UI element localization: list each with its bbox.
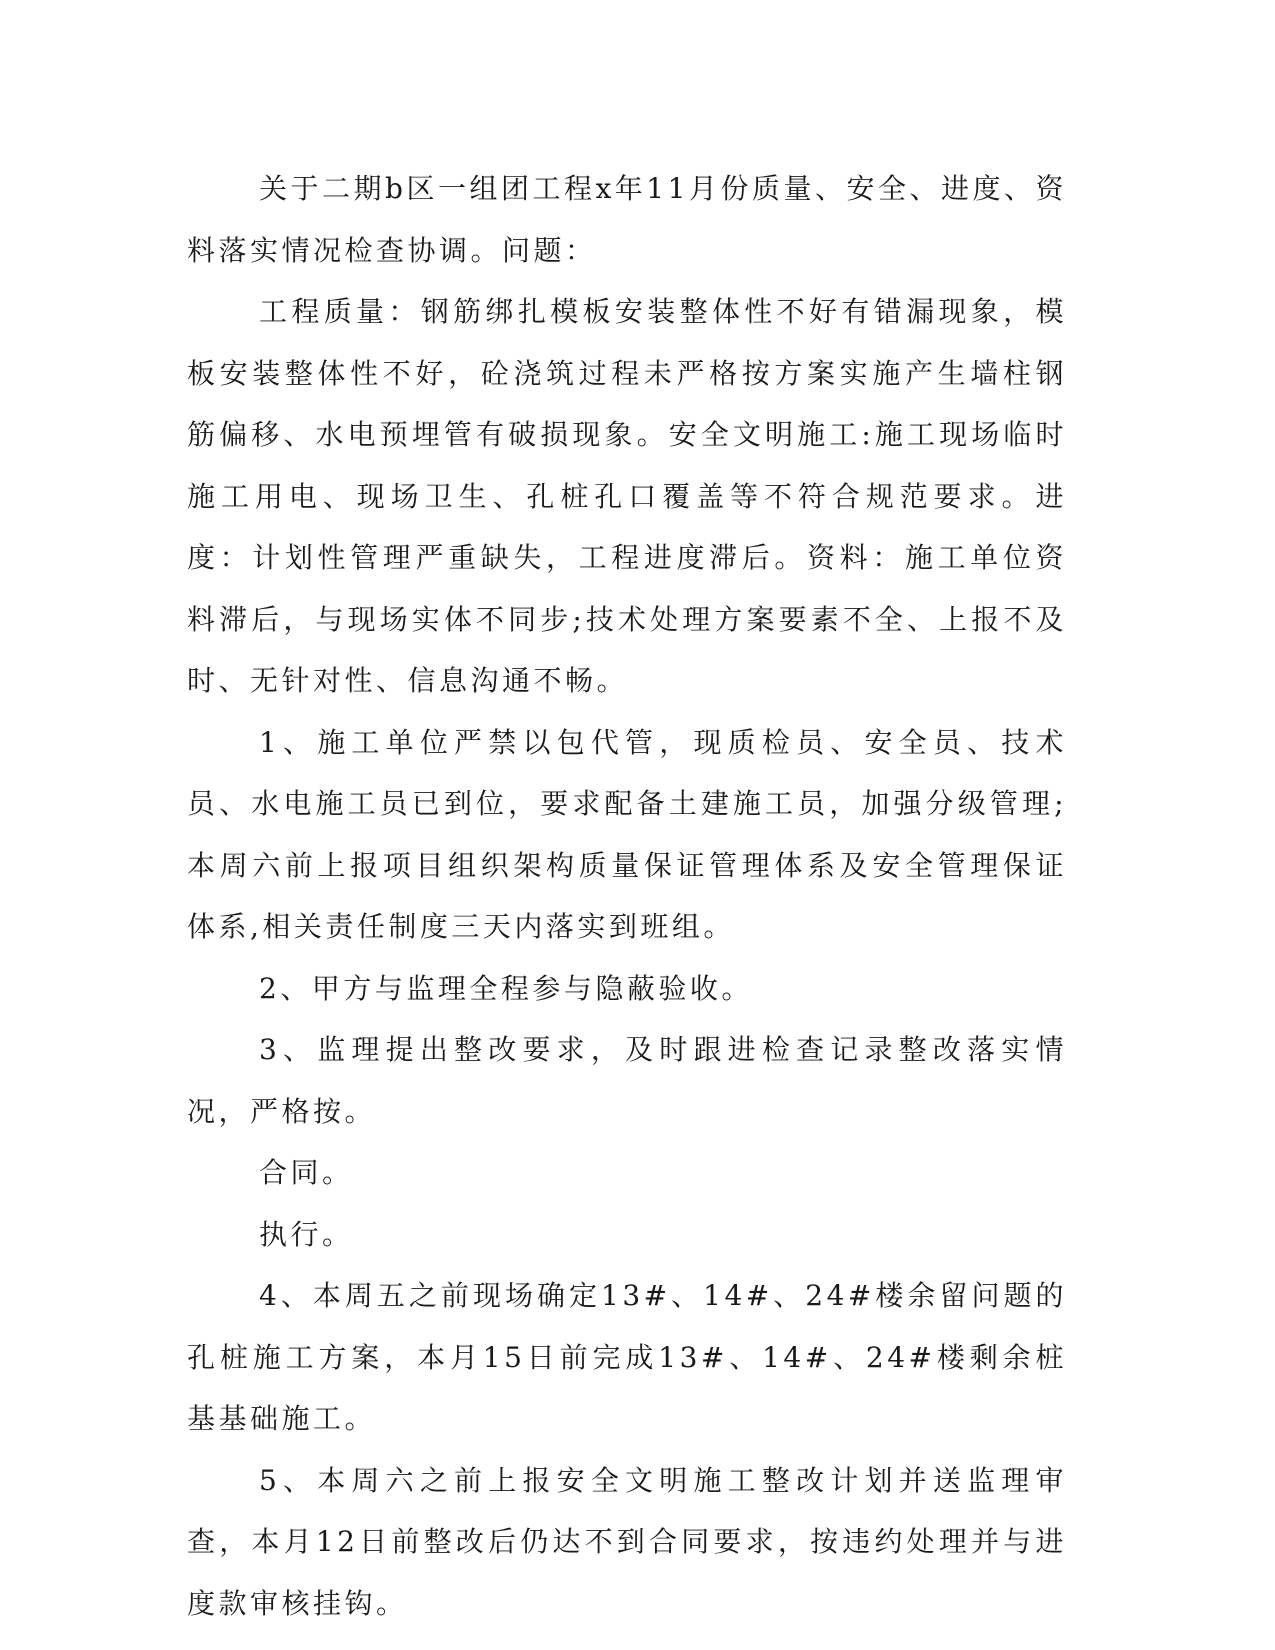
paragraph-execute: 执行。 — [259, 1217, 354, 1251]
paragraph-contract: 合同。 — [259, 1156, 354, 1189]
paragraph-item-4: 4、本周五之前现场确定13#、14#、24#楼余留问题的孔桩施工方案，本月15日前完成13#、14#、24#楼剩余桩基基础施工。 — [187, 1279, 1067, 1435]
paragraph-item-5: 5、本周六之前上报安全文明施工整改计划并送监理审查，本月12日前整改后仍达不到合同要求，按违约处理并与进度款审核挂钩。 — [187, 1463, 1067, 1620]
paragraph-item-2: 2、甲方与监理全程参与隐蔽验收。 — [259, 971, 753, 1005]
document-body — [187, 158, 1067, 1634]
paragraph-title: 关于二期b区一组团工程x年11月份质量、安全、进度、资料落实情况检查协调。问题： — [187, 172, 1067, 267]
paragraph-item-1: 1、施工单位严禁以包代管，现质检员、安全员、技术员、水电施工员已到位，要求配备土建施工员，加强分级管理;本周六前上报项目组织架构质量保证管理体系及安全管理保证体系,相关责任制度三天内落实到班组。 — [187, 725, 1067, 943]
paragraph-item-3: 3、监理提出整改要求，及时跟进检查记录整改落实情况，严格按。 — [187, 1033, 1067, 1128]
paragraph-problems: 工程质量：钢筋绑扎模板安装整体性不好有错漏现象，模板安装整体性不好，砼浇筑过程未严格按方案实施产生墙柱钢筋偏移、水电预埋管有破损现象。安全文明施工:施工现场临时施工用电、现场卫生、孔桩孔口覆盖等不符合规范要求。进度：计划性管理严重缺失，工程进度滞后。资料：施工单位资料滞后，与现场实体不同步;技术处理方案要素不全、上报不及时、无针对性、信息沟通不畅。 — [187, 295, 1067, 697]
